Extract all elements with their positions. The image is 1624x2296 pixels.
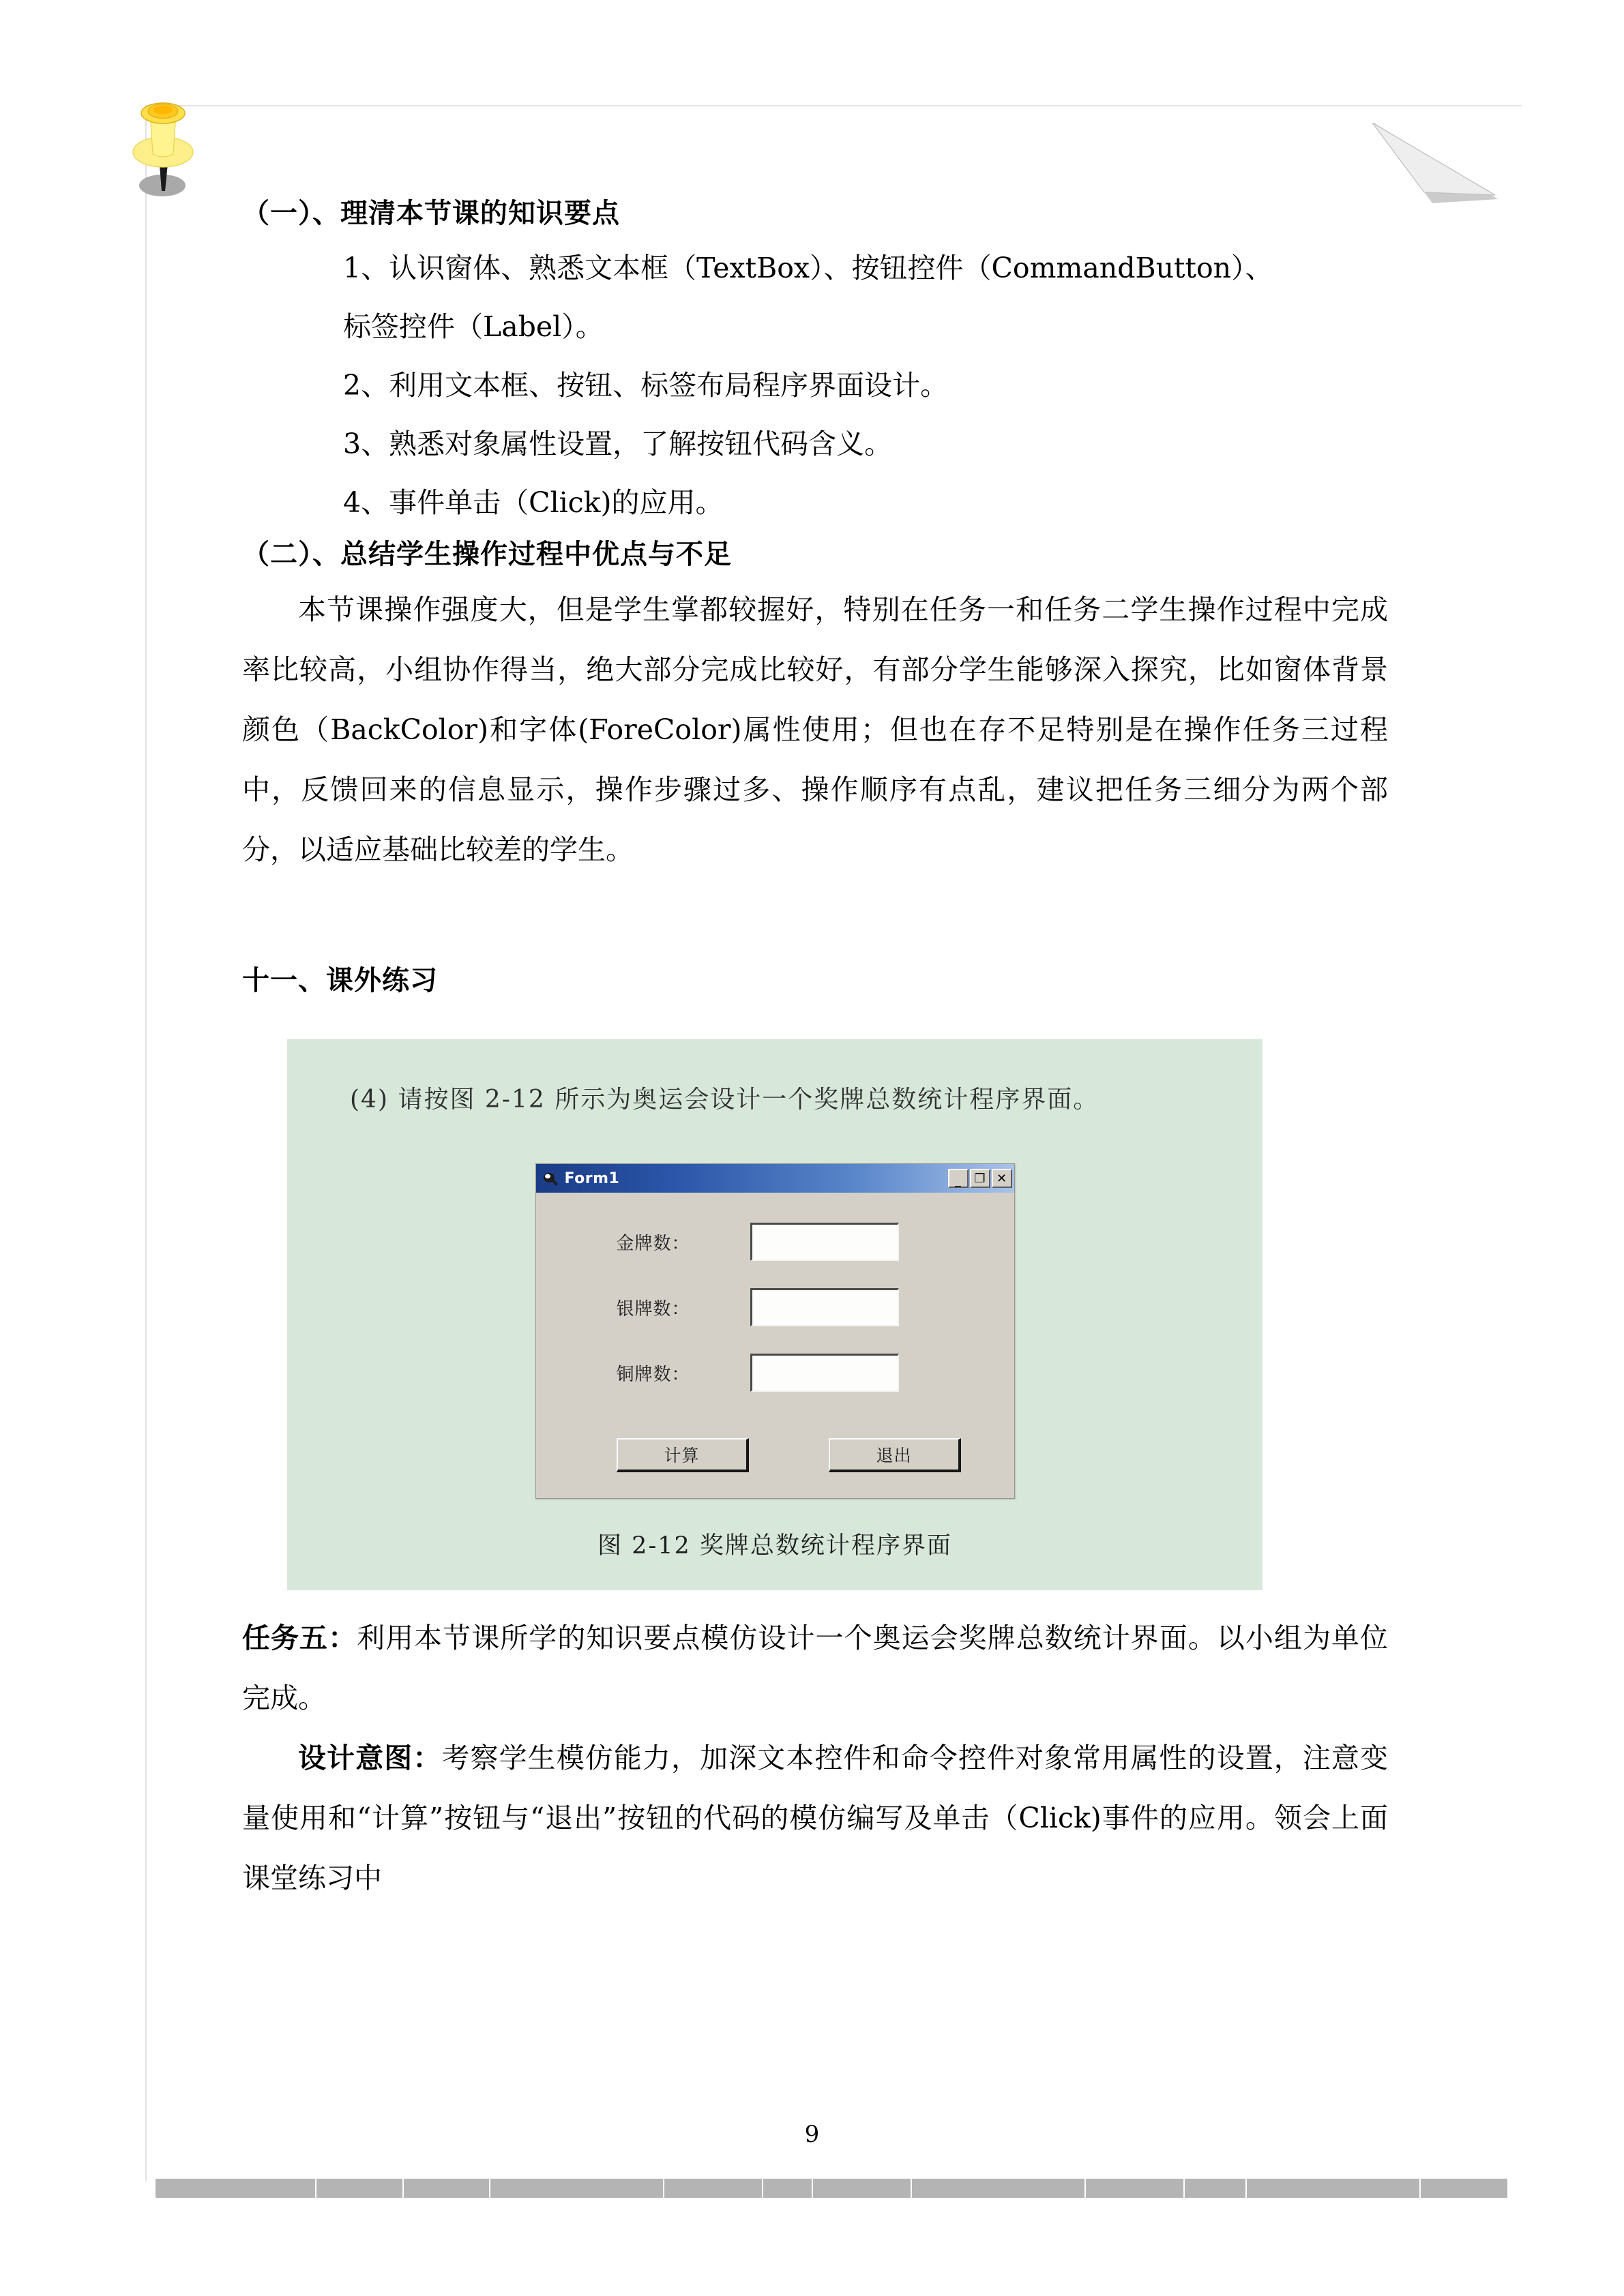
vb-form-body bbox=[536, 1193, 1014, 1498]
bottom-bar-segment bbox=[1086, 2179, 1185, 2198]
vb-form-buttons bbox=[617, 1419, 961, 1472]
close-button[interactable] bbox=[992, 1169, 1012, 1188]
vb-field-row bbox=[536, 1288, 1014, 1326]
figure-caption: 图 2-12 奖牌总数统计程序界面 bbox=[597, 1532, 952, 1560]
page-curl-corner bbox=[1364, 123, 1514, 205]
vb-field-row bbox=[536, 1223, 1014, 1261]
bottom-bar-segment bbox=[404, 2179, 490, 2198]
bottom-bar-segment bbox=[316, 2179, 403, 2198]
design-intent-paragraph bbox=[242, 1728, 1388, 1908]
design-intent-label: 设计意图： bbox=[298, 1742, 442, 1774]
vb-form-title: Form1 bbox=[564, 1169, 620, 1187]
vb-window-buttons bbox=[948, 1169, 1012, 1188]
knowledge-point-4: 4、事件单击（Click)的应用。 bbox=[343, 486, 724, 519]
bottom-bar-segment bbox=[1421, 2179, 1507, 2198]
gold-medal-input[interactable] bbox=[750, 1223, 899, 1261]
pushpin-icon bbox=[119, 70, 215, 199]
bronze-medal-input[interactable] bbox=[750, 1354, 899, 1392]
bottom-decorative-bar bbox=[156, 2179, 1507, 2198]
bottom-bar-segment bbox=[1247, 2179, 1421, 2198]
bottom-bar-segment bbox=[813, 2179, 912, 2198]
minimize-button[interactable] bbox=[948, 1169, 969, 1188]
maximize-icon: ❐ bbox=[974, 1172, 986, 1186]
task-five-label: 任务五： bbox=[242, 1622, 357, 1654]
spacer bbox=[242, 1590, 1388, 1608]
task-five-paragraph bbox=[242, 1608, 1388, 1728]
exit-button[interactable]: 退出 bbox=[829, 1438, 961, 1472]
knowledge-point-3: 3、熟悉对象属性设置，了解按钮代码含义。 bbox=[343, 428, 893, 460]
vb-form-mockup bbox=[535, 1163, 1015, 1499]
calculate-button[interactable]: 计算 bbox=[617, 1438, 749, 1472]
design-intent-text: 考察学生模仿能力，加深文本控件和命令控件对象常用属性的设置，注意变量使用和“计算”按钮与“退出”按钮的代码的模仿编写及单击（Click)事件的应用。领会上面课堂练习中 bbox=[242, 1742, 1388, 1894]
task-five-text: 利用本节课所学的知识要点模仿设计一个奥运会奖牌总数统计界面。以小组为单位完成。 bbox=[242, 1622, 1389, 1714]
bottom-bar-segment bbox=[156, 2179, 316, 2198]
bottom-bar-segment bbox=[490, 2179, 664, 2198]
figure-panel bbox=[287, 1039, 1263, 1590]
maximize-button[interactable] bbox=[970, 1169, 990, 1188]
knowledge-point-1: 1、认识窗体、熟悉文本框（TextBox）、按钮控件（CommandButton）、 bbox=[343, 252, 1273, 284]
gold-medal-label: 金牌数： bbox=[616, 1233, 690, 1254]
vb-form-titlebar bbox=[536, 1164, 1014, 1193]
bottom-bar-segment bbox=[1185, 2179, 1247, 2198]
heading-homework: 十一、课外练习 bbox=[242, 965, 438, 996]
heading-section-one: （一）、理清本节课的知识要点 bbox=[242, 198, 620, 229]
spacer bbox=[242, 880, 1388, 960]
bronze-medal-label: 铜牌数： bbox=[616, 1364, 690, 1385]
bottom-bar-segment bbox=[763, 2179, 813, 2198]
bottom-bar-segment bbox=[912, 2179, 1086, 2198]
silver-medal-input[interactable] bbox=[750, 1288, 899, 1326]
figure-prompt-text: (4) 请按图 2-12 所示为奥运会设计一个奖牌总数统计程序界面。 bbox=[350, 1086, 1099, 1114]
vb-field-row bbox=[536, 1354, 1014, 1392]
summary-paragraph: 本节课操作强度大，但是学生掌都较握好，特别在任务一和任务二学生操作过程中完成率比较高，小组协作得当，绝大部分完成比较好，有部分学生能够深入探究，比如窗体背景颜色（BackColor)和字体(ForeColor)属性使用；但也在存不足特别是在操作任务三过程中，反馈回来的信息显示，操作步骤过多、操作顺序有点乱，建议把任务三细分为两个部分，以适应基础比较差的学生。 bbox=[242, 593, 1388, 866]
knowledge-point-2: 2、利用文本框、按钮、标签布局程序界面设计。 bbox=[343, 369, 949, 402]
page-number: 9 bbox=[804, 2121, 820, 2148]
silver-medal-label: 银牌数： bbox=[616, 1298, 690, 1320]
vb-form-icon bbox=[542, 1169, 559, 1187]
minimize-icon: _ bbox=[955, 1174, 961, 1188]
document-content bbox=[242, 191, 1388, 1908]
knowledge-point-1-cont: 标签控件（Label）。 bbox=[343, 310, 604, 343]
bottom-bar-segment bbox=[664, 2179, 763, 2198]
heading-section-two: （二）、总结学生操作过程中优点与不足 bbox=[242, 539, 732, 570]
spacer bbox=[242, 1001, 1388, 1039]
close-icon: ✕ bbox=[996, 1172, 1007, 1186]
